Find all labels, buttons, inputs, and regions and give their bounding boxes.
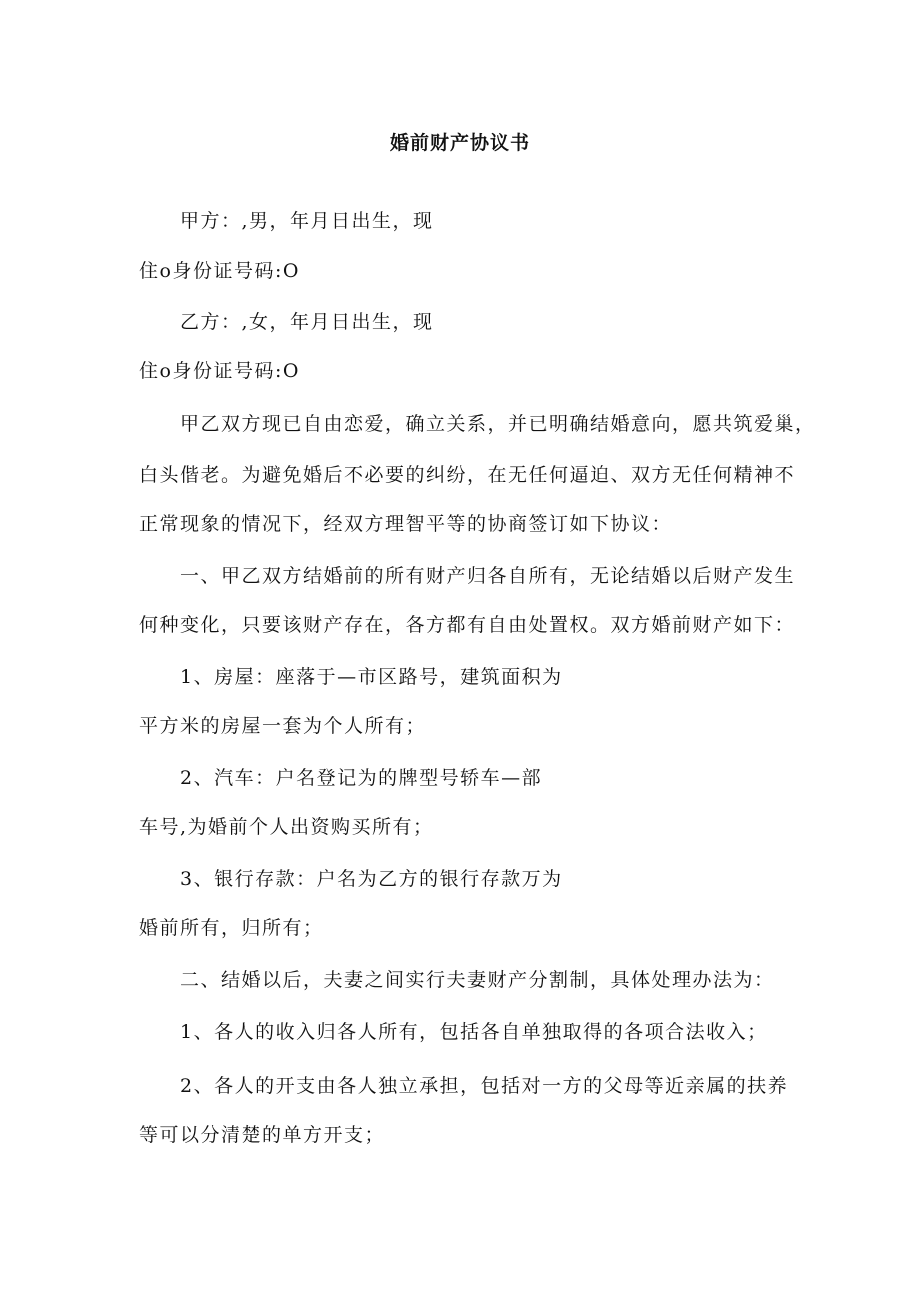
clause-2-item-1: 1、各人的收入归各人所有，包括各自单独取得的各项合法收入；	[180, 1021, 768, 1043]
clause-1-line-1: 一、甲乙双方结婚前的所有财产归各自所有，无论结婚以后财产发生	[180, 565, 796, 587]
clause-2-item-2-line-1: 2、各人的开支由各人独立承担，包括对一方的父母等近亲属的扶养	[180, 1075, 789, 1097]
item-house-line-1: 1、房屋：座落于—市区路号，建筑面积为	[180, 666, 563, 688]
clause-2-line: 二、结婚以后，夫妻之间实行夫妻财产分割制，具体处理办法为：	[180, 969, 775, 991]
party-b-line: 乙方：,女，年月日出生，现	[180, 311, 434, 333]
clause-2-item-2-line-2: 等可以分清楚的单方开支；	[139, 1124, 386, 1146]
item-house-line-2: 平方米的房屋一套为个人所有；	[139, 715, 427, 737]
item-deposit-line-2: 婚前所有，归所有；	[139, 917, 324, 939]
preamble-line-1: 甲乙双方现已自由恋爱，确立关系，并已明确结婚意向，愿共筑爱巢，	[180, 413, 816, 435]
party-b-id-line: 住o身份证号码:O	[139, 360, 300, 382]
preamble-line-3: 正常现象的情况下，经双方理智平等的协商签订如下协议：	[139, 513, 673, 535]
item-deposit-line-1: 3、银行存款：户名为乙方的银行存款万为	[180, 868, 563, 890]
clause-1-line-2: 何种变化，只要该财产存在，各方都有自由处置权。双方婚前财产如下：	[139, 614, 796, 636]
document-title: 婚前财产协议书	[389, 132, 530, 154]
item-car-line-2: 车号,为婚前个人出资购买所有；	[139, 816, 434, 838]
preamble-line-2: 白头偕老。为避免婚后不必要的纠纷，在无任何逼迫、双方无任何精神不	[139, 464, 796, 486]
item-car-line-1: 2、汽车：户名登记为的牌型号轿车—部	[180, 767, 543, 789]
party-a-line: 甲方：,男，年月日出生，现	[180, 210, 434, 232]
party-a-id-line: 住o身份证号码:O	[139, 260, 300, 282]
